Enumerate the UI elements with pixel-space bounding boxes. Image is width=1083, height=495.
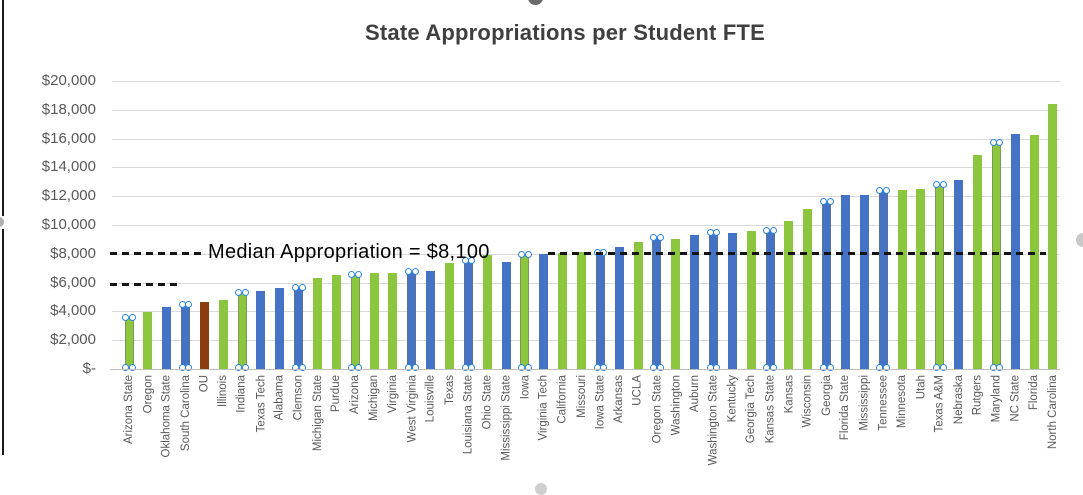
bar-iowa[interactable] — [520, 255, 529, 369]
x-tick-label-iowa-state: Iowa State — [594, 375, 607, 430]
bar-west-virginia[interactable] — [407, 272, 416, 369]
x-tick-label-arizona-state: Arizona State — [123, 375, 135, 445]
y-tick-label-12000: $12,000 — [41, 187, 96, 205]
x-tick-label-michigan-state: Michigan State — [311, 375, 324, 452]
bar-tennessee[interactable] — [879, 190, 888, 369]
bar-louisville[interactable] — [426, 271, 435, 369]
bar-california[interactable] — [558, 253, 567, 369]
bar-oregon[interactable] — [143, 312, 152, 369]
bar-texas-tech[interactable] — [256, 291, 265, 369]
bar-michigan-state[interactable] — [313, 278, 322, 369]
bar-georgia[interactable] — [822, 202, 831, 369]
bar-utah[interactable] — [916, 189, 925, 369]
selection-handle-arizona-state-1[interactable] — [129, 314, 136, 321]
selection-handle-maryland-1[interactable] — [996, 139, 1003, 146]
bar-alabama[interactable] — [275, 288, 284, 369]
x-tick-label-south-carolina: South Carolina — [179, 375, 192, 452]
bar-arizona[interactable] — [351, 275, 360, 369]
y-tick-label-16000: $16,000 — [41, 129, 96, 147]
x-tick-label-washington: Washington — [669, 375, 682, 436]
median-line-right-segment — [548, 252, 1046, 255]
y-tick-label-2000: $2,000 — [50, 331, 96, 349]
x-tick-label-nebraska: Nebraska — [952, 375, 965, 425]
bar-virginia-tech[interactable] — [539, 254, 548, 369]
bar-minnesota[interactable] — [898, 190, 907, 369]
bar-wisconsin[interactable] — [803, 209, 812, 369]
gridline-18000 — [112, 110, 1060, 111]
selection-handle-indiana-1[interactable] — [242, 289, 249, 296]
x-tick-label-michigan: Michigan — [368, 375, 381, 422]
bar-purdue[interactable] — [332, 275, 341, 369]
bar-maryland[interactable] — [992, 143, 1001, 369]
y-tick-label-18000: $18,000 — [41, 100, 96, 118]
bar-illinois[interactable] — [219, 300, 228, 369]
bar-missouri[interactable] — [577, 252, 586, 369]
x-tick-label-alabama: Alabama — [273, 375, 286, 421]
x-tick-label-oregon: Oregon — [141, 375, 154, 414]
bar-oklahoma-state[interactable] — [162, 307, 171, 369]
selection-handle-clemson-0[interactable] — [292, 284, 299, 291]
bar-washington[interactable] — [671, 239, 680, 369]
x-tick-label-kentucky: Kentucky — [726, 375, 739, 423]
x-tick-label-north-carolina: North Carolina — [1047, 375, 1059, 450]
x-tick-label-florida-state: Florida State — [839, 375, 852, 441]
x-tick-label-washington-state: Washington State — [707, 375, 720, 466]
x-tick-label-louisiana-state: Louisiana State — [462, 375, 475, 455]
bar-ucla[interactable] — [634, 242, 643, 369]
x-tick-label-tennessee: Tennessee — [877, 375, 890, 431]
y-tick-label-10000: $10,000 — [41, 216, 96, 233]
selection-handle-south-carolina-1[interactable] — [185, 301, 192, 308]
x-axis-line — [110, 369, 1060, 370]
bar-arkansas[interactable] — [615, 247, 624, 369]
x-tick-label-texas: Texas — [443, 375, 456, 406]
x-tick-label-west-virginia: West Virginia — [405, 375, 418, 443]
bar-iowa-state[interactable] — [596, 252, 605, 369]
x-tick-label-virginia-tech: Virginia Tech — [537, 375, 550, 441]
selection-handle-texas-a-m-1[interactable] — [940, 181, 947, 188]
secondary-dash-segment — [110, 283, 177, 286]
x-tick-label-georgia-tech: Georgia Tech — [745, 375, 758, 444]
bar-indiana[interactable] — [238, 293, 247, 369]
x-tick-label-nc-state: NC State — [1009, 375, 1022, 422]
x-tick-label-california: California — [556, 375, 569, 424]
bar-mississippi[interactable] — [860, 195, 869, 369]
median-line-left-segment — [110, 252, 206, 255]
bar-michigan[interactable] — [370, 273, 379, 369]
bar-texas[interactable] — [445, 263, 454, 369]
y-tick-label-8000: $8,000 — [50, 244, 96, 262]
y-tick-label-0: $- — [82, 360, 96, 377]
bar-texas-a-m[interactable] — [935, 185, 944, 369]
x-tick-label-arkansas: Arkansas — [613, 375, 626, 423]
x-tick-label-texas-a-m: Texas A&M — [933, 375, 946, 433]
bar-virginia[interactable] — [388, 273, 397, 369]
x-tick-label-ou: OU — [198, 375, 211, 393]
x-tick-label-illinois: Illinois — [217, 375, 230, 407]
right-middle-resize-handle[interactable] — [1076, 233, 1083, 247]
x-tick-label-iowa: Iowa — [519, 375, 531, 400]
bottom-center-resize-handle[interactable] — [535, 483, 547, 495]
y-tick-label-4000: $4,000 — [50, 302, 96, 320]
median-annotation-label: Median Appropriation = $8,100 — [208, 241, 490, 263]
selection-handle-arizona-1[interactable] — [355, 271, 362, 278]
x-tick-label-texas-tech: Texas Tech — [255, 375, 267, 433]
x-tick-label-oklahoma-state: Oklahoma State — [160, 375, 173, 458]
y-tick-label-14000: $14,000 — [41, 158, 96, 176]
bar-auburn[interactable] — [690, 235, 699, 369]
bar-ou[interactable] — [200, 302, 209, 369]
bar-mississippi-state[interactable] — [502, 262, 511, 369]
bar-nebraska[interactable] — [954, 180, 963, 369]
x-tick-label-oregon-state: Oregon State — [651, 375, 663, 444]
x-tick-label-kansas: Kansas — [783, 375, 795, 414]
x-tick-label-georgia: Georgia — [820, 375, 833, 416]
x-tick-label-arizona: Arizona — [349, 375, 362, 414]
x-tick-label-virginia: Virginia — [387, 375, 399, 414]
x-tick-label-florida: Florida — [1028, 375, 1041, 411]
x-tick-label-auburn: Auburn — [688, 375, 701, 413]
x-tick-label-minnesota: Minnesota — [896, 375, 909, 429]
selection-handle-georgia-1[interactable] — [827, 198, 834, 205]
x-tick-label-rutgers: Rutgers — [971, 375, 984, 416]
bar-south-carolina[interactable] — [181, 305, 190, 369]
gridline-16000 — [112, 139, 1060, 140]
chart-title: State Appropriations per Student FTE — [365, 20, 765, 45]
y-tick-label-20000: $20,000 — [41, 72, 96, 89]
selection-handle-washington-state-1[interactable] — [713, 229, 720, 236]
x-tick-label-indiana: Indiana — [236, 375, 249, 413]
top-center-resize-handle[interactable] — [528, 0, 543, 5]
bar-north-carolina[interactable] — [1048, 104, 1057, 369]
x-tick-label-wisconsin: Wisconsin — [801, 375, 814, 428]
y-tick-label-6000: $6,000 — [50, 273, 96, 291]
x-tick-label-utah: Utah — [915, 375, 927, 400]
x-tick-label-ohio-state: Ohio State — [481, 375, 494, 430]
selection-handle-oregon-state-1[interactable] — [657, 234, 664, 241]
selection-handle-west-virginia-1[interactable] — [412, 268, 419, 275]
x-tick-label-purdue: Purdue — [330, 375, 343, 413]
selection-handle-tennessee-1[interactable] — [883, 187, 890, 194]
x-tick-label-maryland: Maryland — [990, 375, 1003, 423]
x-tick-label-missouri: Missouri — [575, 375, 588, 418]
selection-handle-kansas-state-1[interactable] — [770, 227, 777, 234]
selection-handle-clemson-1[interactable] — [299, 284, 306, 291]
bar-ohio-state[interactable] — [483, 255, 492, 369]
x-tick-label-clemson: Clemson — [292, 375, 305, 421]
x-tick-label-louisville: Louisville — [424, 375, 437, 423]
selection-handle-iowa-1[interactable] — [525, 251, 532, 258]
gridline-14000 — [112, 167, 1060, 168]
x-tick-label-ucla: UCLA — [632, 375, 645, 406]
bar-clemson[interactable] — [294, 288, 303, 369]
bar-arizona-state[interactable] — [125, 317, 134, 369]
bar-kansas[interactable] — [784, 221, 793, 369]
bar-florida-state[interactable] — [841, 195, 850, 369]
x-tick-label-mississippi: Mississippi — [858, 375, 871, 431]
bar-louisiana-state[interactable] — [464, 260, 473, 369]
bar-rutgers[interactable] — [973, 155, 982, 369]
x-tick-label-kansas-state: Kansas State — [764, 375, 777, 444]
bar-oregon-state[interactable] — [652, 238, 661, 369]
x-tick-label-mississippi-state: Mississippi State — [500, 375, 513, 461]
gridline-20000 — [112, 81, 1060, 82]
